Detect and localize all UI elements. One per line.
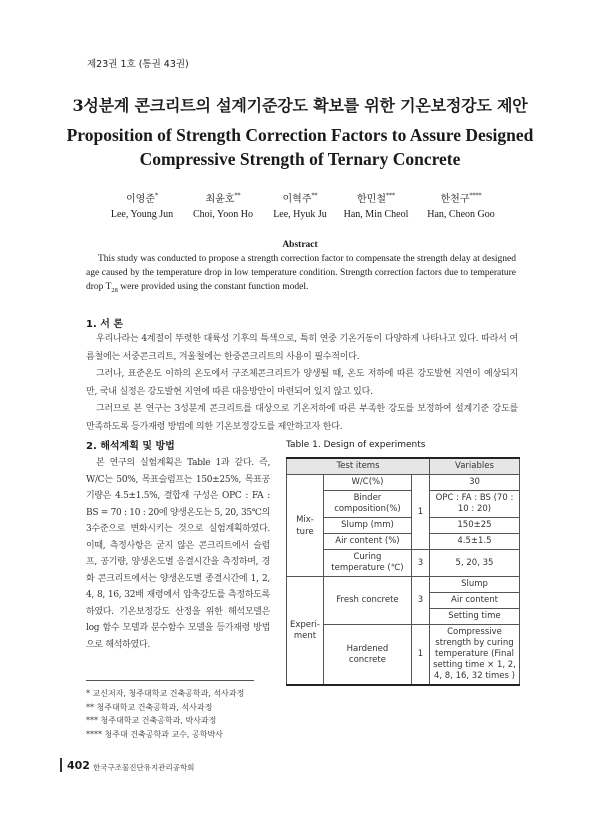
- experiment-design-table: [286, 457, 520, 686]
- page-number: 402: [67, 759, 90, 772]
- table-row: [287, 577, 520, 593]
- author-name-en: Han, Cheon Goo: [427, 209, 495, 220]
- variable-cell: 5, 20, 35: [429, 550, 519, 577]
- footnotes: [86, 687, 244, 741]
- variable-cell: Setting time: [429, 609, 519, 625]
- variable-cell: Slump: [429, 577, 519, 593]
- abstract-body: [86, 252, 516, 298]
- author-mark: **: [234, 192, 241, 200]
- count-cell: 1: [411, 625, 429, 686]
- footnote: * 교신저자, 청주대학교 건축공학과, 석사과정: [86, 689, 245, 698]
- count-cell: 1: [411, 475, 429, 550]
- journal-volume: 제23권 1호 (통권 43권): [87, 59, 189, 70]
- author-5: [411, 190, 511, 220]
- item-cell: Hardened concrete: [323, 625, 411, 686]
- variable-cell: 4.5±1.5: [429, 534, 519, 550]
- variable-cell: 30: [429, 475, 519, 491]
- table-row: [287, 475, 520, 491]
- item-cell: W/C(%): [323, 475, 411, 491]
- abstract-text: This study was conducted to propose a strength correction factor to compensate the strength delay at designed age caused by the temperature drop in low temperature condition. Strength correction factors due to temperature drop T: [86, 254, 516, 292]
- table-header: Test items: [287, 458, 430, 475]
- item-cell: Curing temperature (℃): [323, 550, 411, 577]
- author-name-en: Han, Min Cheol: [343, 209, 409, 220]
- group-cell: Experi-ment: [287, 577, 324, 686]
- section-1-body: [86, 331, 518, 436]
- item-cell: Air content (%): [323, 534, 411, 550]
- table-header: Variables: [429, 458, 519, 475]
- author-name-ko: 한민철: [357, 194, 386, 205]
- section-2-heading: 2. 해석계획 및 방법: [86, 441, 175, 452]
- author-name-en: Lee, Young Jun: [110, 209, 174, 220]
- group-cell: Mix-ture: [287, 475, 324, 577]
- count-cell: 3: [411, 550, 429, 577]
- footnote-divider: [86, 680, 254, 681]
- title-korean: 3성분계 콘크리트의 설계기준강도 확보를 위한 기온보정강도 제안: [72, 96, 528, 115]
- paragraph: 그러나, 표준온도 이하의 온도에서 구조체콘크리트가 양생될 때, 온도 저하에 따른 강도발현 지연이 예상되지만, 국내 실정은 강도발현 지연에 따른 대응방안이 마련되어 있지 않고 있다.: [86, 369, 518, 397]
- author-name-ko: 이혁주: [282, 194, 312, 205]
- footnote: *** 청주대학교 건축공학과, 박사과정: [86, 716, 217, 725]
- abstract-text-end: were provided using the constant function model.: [117, 282, 309, 292]
- item-cell: Fresh concrete: [323, 577, 411, 625]
- item-cell: Slump (mm): [323, 518, 411, 534]
- title-english-line2: Compressive Strength of Ternary Concrete: [139, 149, 461, 169]
- abstract-heading: Abstract: [282, 240, 318, 250]
- abstract-subscript: 28: [111, 286, 118, 294]
- author-mark: ****: [469, 192, 482, 200]
- footer-bar: [60, 758, 62, 772]
- count-cell: 3: [411, 577, 429, 625]
- author-name-en: Choi, Yoon Ho: [192, 209, 254, 220]
- author-mark: *: [154, 192, 158, 200]
- title-english-line1: Proposition of Strength Correction Factors to Assure Designed: [66, 125, 534, 145]
- variable-cell: 150±25: [429, 518, 519, 534]
- section-1-heading: 1. 서 론: [86, 319, 124, 330]
- section-2-body: 본 연구의 실험계획은 Table 1과 같다. 즉, W/C는 50%, 목표슬럼프는 150±25%, 목표공기량은 4.5±1.5%, 결합재 구성은 OPC : FA : BS = 70 : 10 : 20에 양생온도는 5, 20, 35℃의 3수준으로 변화시키는 것으로 실험계획하였다. 이때, 측정사항은 굳지 않은 콘크리트에서 슬럼프, 공기량, 양생온도별 응결시간을 측정하며, 경화 콘크리트에서는 양생온도별 종결시간에 1, 2, 4, 8, 16, 32배 재령에서 압축강도를 측정하도록 하였다. 기온보정강도 산정을 위한 해석모델은 log 함수 모델과 분수함수 모델을 등가재령 방법으로 해석하였다.: [86, 458, 270, 650]
- author-mark: ***: [385, 192, 395, 200]
- footnote: ** 청주대학교 건축공학과, 석사과정: [86, 702, 213, 712]
- author-name-en: Lee, Hyuk Ju: [273, 209, 327, 220]
- item-cell: Binder composition(%): [323, 491, 411, 518]
- author-name-ko: 최윤호: [205, 194, 235, 205]
- author-mark: **: [311, 192, 318, 200]
- table-caption: Table 1. Design of experiments: [286, 440, 426, 450]
- variable-cell: Air content: [429, 593, 519, 609]
- variable-cell: OPC : FA : BS (70 : 10 : 20): [429, 491, 519, 518]
- paragraph: 우리나라는 4계절이 뚜렷한 대륙성 기후의 특색으로, 특히 연중 기온거동이 다양하게 나타나고 있다. 따라서 여름철에는 서중콘크리트, 겨울철에는 한중콘크리트의 사용이 필수적이다.: [86, 334, 518, 362]
- variable-cell: Compressive strength by curing temperature (Final setting time × 1, 2, 4, 8, 16, 32 times ): [429, 625, 519, 686]
- author-name-ko: 이영준: [126, 194, 155, 205]
- paragraph: 그러므로 본 연구는 3성분계 콘크리트를 대상으로 기온저하에 따른 부족한 강도를 보정하여 설계기준 강도를 만족하도록 등가재령 방법에 의한 기온보정강도를 제안하고자 한다.: [86, 404, 518, 432]
- author-name-ko: 한천구: [440, 194, 470, 205]
- footer-journal-name: 한국구조물진단유지관리공학회: [93, 763, 195, 772]
- table-header-row: [287, 458, 520, 475]
- footnote: **** 청주대 건축공학과 교수, 공학박사: [86, 729, 223, 739]
